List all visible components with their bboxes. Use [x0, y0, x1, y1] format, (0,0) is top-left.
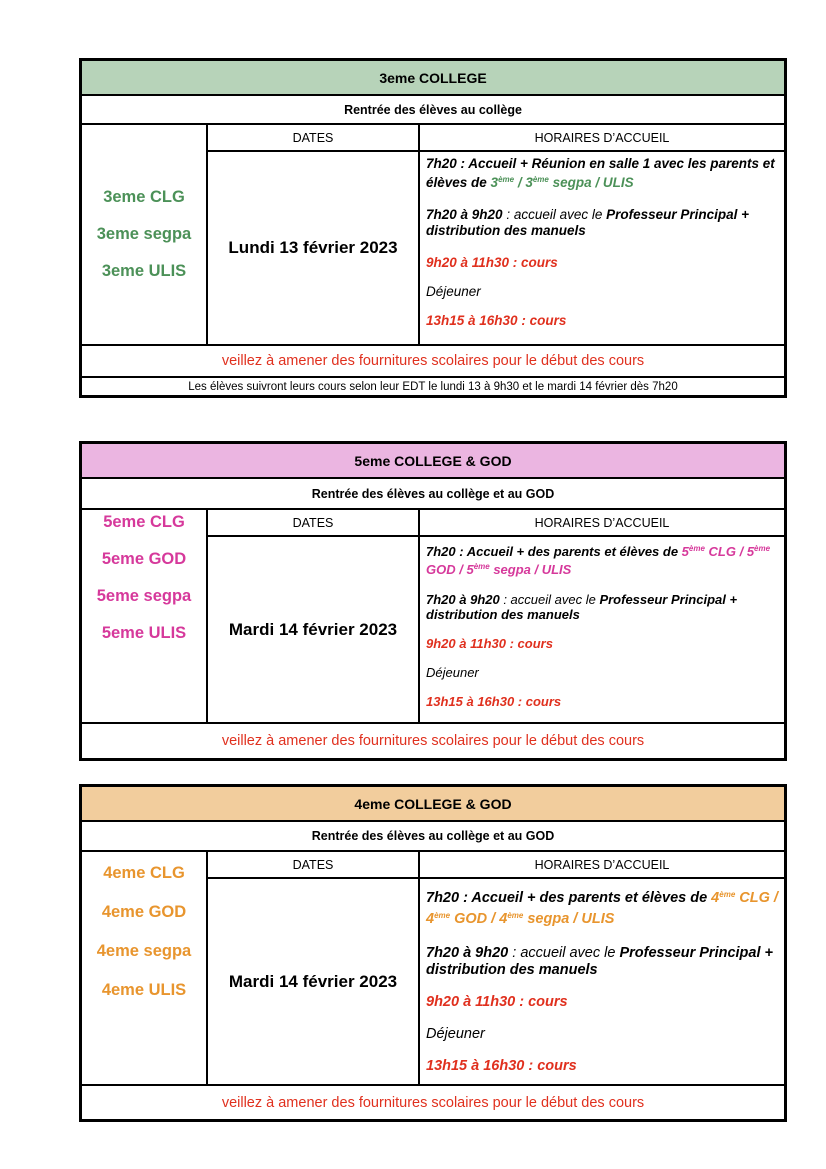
class-label: 4eme GOD: [101, 903, 187, 921]
table-title: 3eme COLLEGE: [379, 69, 487, 86]
class-label: 3eme segpa: [96, 225, 192, 243]
table-5eme: [79, 441, 787, 761]
table-title-row: [82, 787, 784, 822]
class-label: 4eme ULIS: [101, 981, 187, 999]
level-sup: ème: [473, 562, 490, 571]
level-num: 4: [711, 890, 720, 906]
supplies-reminder: veillez à amener des fournitures scolaires pour le début des cours: [221, 1094, 645, 1111]
table-body: [82, 852, 784, 1086]
hours-cell: [420, 879, 784, 1084]
table-subtitle-row: [82, 479, 784, 510]
table-subtitle: Rentrée des élèves au collège et au GOD: [311, 829, 555, 843]
classes-cell: [82, 510, 208, 722]
table-body: [82, 510, 784, 724]
date-cell: Mardi 14 février 2023: [208, 879, 420, 1084]
class-label: 4eme CLG: [103, 864, 185, 882]
table-title: 4eme COLLEGE & GOD: [354, 795, 512, 812]
level-part: GOD /: [426, 562, 467, 577]
table-subtitle: Rentrée des élèves au collège et au GOD: [311, 486, 555, 501]
schedule-text: 7h20 : Accueil + des parents et élèves de: [426, 544, 682, 559]
table-4eme: [79, 784, 787, 1122]
schedule-welcome: [426, 541, 778, 577]
level-num: 4: [426, 911, 435, 927]
level-sup: ème: [688, 544, 705, 553]
level-sup: ème: [507, 911, 524, 920]
dates-header: DATES: [208, 852, 420, 879]
table-subtitle: Rentrée des élèves au collège: [344, 102, 522, 117]
table-3eme: [79, 58, 787, 398]
class-label: 5eme GOD: [101, 550, 187, 568]
level-part: CLG /: [735, 890, 778, 906]
schedule-text: 7h20 : Accueil + des parents et élèves de: [426, 890, 712, 906]
level-part: GOD /: [450, 911, 500, 927]
table-title-row: [82, 61, 784, 96]
schedule-time: 7h20 à 9h20: [426, 945, 509, 961]
hours-header: HORAIRES D’ACCUEIL: [420, 125, 784, 152]
schedule-time: 7h20 à 9h20: [426, 592, 500, 607]
schedule-welcome: [426, 886, 778, 928]
hours-cell: [420, 537, 784, 722]
level-part: CLG /: [704, 544, 747, 559]
note-row: [82, 378, 784, 395]
level-highlight: [491, 175, 634, 190]
schedule-text: : accueil avec le: [508, 945, 620, 961]
class-label: 5eme CLG: [103, 513, 185, 531]
class-label: 3eme ULIS: [101, 262, 187, 280]
schedule-text: 7h20 : Accueil + Réunion en salle 1 avec les parents et élèves de: [426, 156, 775, 190]
schedule-text: : accueil avec le: [499, 592, 600, 607]
schedule-lunch: Déjeuner: [426, 284, 481, 299]
table-subtitle-row: [82, 96, 784, 125]
dates-header: DATES: [208, 510, 420, 537]
class-label: 4eme segpa: [96, 942, 192, 960]
level-part: segpa / ULIS: [489, 562, 572, 577]
schedule-morning: 9h20 à 11h30 : cours: [426, 255, 558, 270]
hours-header: HORAIRES D’ACCUEIL: [420, 510, 784, 537]
schedule-lunch: Déjeuner: [426, 1026, 485, 1042]
schedule-afternoon: 13h15 à 16h30 : cours: [426, 313, 567, 328]
schedule-lunch: Déjeuner: [426, 665, 479, 680]
schedule-morning: 9h20 à 11h30 : cours: [426, 636, 553, 651]
schedule-morning: 9h20 à 11h30 : cours: [426, 994, 568, 1010]
level-sup: ème: [754, 544, 771, 553]
level-sup: ème: [498, 175, 515, 184]
level-sup: ème: [434, 911, 451, 920]
class-label: 5eme ULIS: [101, 624, 187, 642]
table-subtitle-row: [82, 822, 784, 852]
schedule-welcome: [426, 156, 778, 191]
classes-cell: [82, 852, 208, 1084]
footer-row: [82, 346, 784, 378]
level-num: 5: [746, 544, 755, 559]
level-sup: ème: [532, 175, 549, 184]
level-sup: ème: [719, 890, 736, 899]
class-label: 3eme CLG: [103, 188, 185, 206]
class-label: 5eme segpa: [96, 587, 192, 605]
hours-cell: [420, 152, 784, 344]
schedule-afternoon: 13h15 à 16h30 : cours: [426, 694, 562, 709]
supplies-reminder: veillez à amener des fournitures scolaires pour le début des cours: [221, 732, 645, 749]
level-num: 4: [499, 911, 508, 927]
level-rest: segpa / ULIS: [548, 175, 634, 190]
table-title: 5eme COLLEGE & GOD: [354, 452, 512, 469]
schedule-pp: [426, 207, 778, 239]
table-title-row: [82, 444, 784, 479]
schedule-note: Les élèves suivront leurs cours selon leur EDT le lundi 13 à 9h30 et le mardi 14 février dès 7h20: [188, 380, 678, 393]
level-part: segpa / ULIS: [523, 911, 615, 927]
level-num: 5: [681, 544, 689, 559]
table-body: [82, 125, 784, 346]
footer-row: [82, 1086, 784, 1119]
schedule-text: : accueil avec le: [502, 207, 607, 222]
schedule-time: 7h20 à 9h20: [426, 207, 503, 222]
supplies-reminder: veillez à amener des fournitures scolaires pour le début des cours: [221, 353, 645, 369]
level-num: 5: [466, 562, 474, 577]
schedule-text: Professeur Principal + distribution des manuels: [426, 207, 750, 238]
schedule-text: Professeur Principal + distribution des manuels: [426, 592, 738, 622]
level-num: 3: [490, 175, 499, 190]
schedule-pp: [426, 945, 778, 979]
date-cell: Mardi 14 février 2023: [208, 537, 420, 722]
date-cell: Lundi 13 février 2023: [208, 152, 420, 344]
hours-header: HORAIRES D’ACCUEIL: [420, 852, 784, 879]
separator: /: [514, 175, 526, 190]
schedule-text: Professeur Principal + distribution des manuels: [426, 945, 773, 978]
schedule-afternoon: 13h15 à 16h30 : cours: [426, 1058, 577, 1074]
classes-cell: [82, 125, 208, 344]
schedule-pp: [426, 592, 778, 622]
footer-row: [82, 724, 784, 757]
dates-header: DATES: [208, 125, 420, 152]
level-num: 3: [525, 175, 533, 190]
